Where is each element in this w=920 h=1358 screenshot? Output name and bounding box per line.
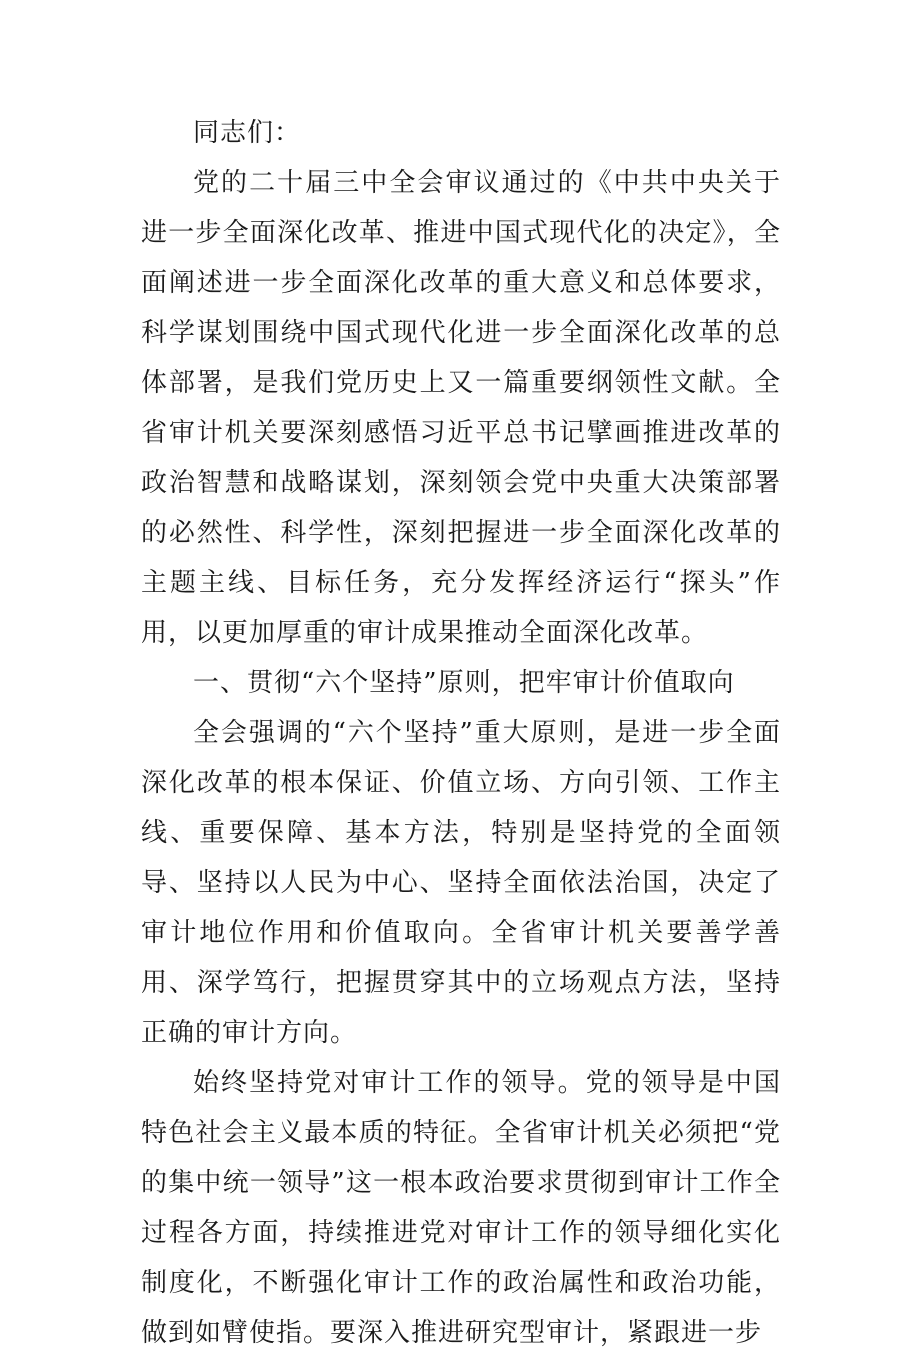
section-paragraph-1: 全会强调的“六个坚持”重大原则，是进一步全面深化改革的根本保证、价值立场、方向引领、工作主线、重要保障、基本方法，特别是坚持党的全面领导、坚持以人民为中心、坚持全面依法治国，决定了审计地位作用和价值取向。全省审计机关要善学善用、深学笃行，把握贯穿其中的立场观点方法，坚持正确的审计方向。 [141,718,781,1048]
intro-paragraph: 党的二十届三中全会审议通过的《中共中央关于进一步全面深化改革、推进中国式现代化的决定》，全面阐述进一步全面深化改革的重大意义和总体要求，科学谋划围绕中国式现代化进一步全面深化改革的总体部署，是我们党历史上又一篇重要纲领性文献。全省审计机关要深刻感悟习近平总书记擘画推进改革的政治智慧和战略谋划，深刻领会党中央重大决策部署的必然性、科学性，深刻把握进一步全面深化改革的主题主线、目标任务，充分发挥经济运行“探头”作用，以更加厚重的审计成果推动全面深化改革。 [141,168,781,648]
salutation: 同志们： [193,118,302,148]
document-body [141,108,781,1358]
section-paragraph-2: 始终坚持党对审计工作的领导。党的领导是中国特色社会主义最本质的特征。全省审计机关必须把“党的集中统一领导”这一根本政治要求贯彻到审计工作全过程各方面，持续推进党对审计工作的领导细化实化制度化，不断强化审计工作的政治属性和政治功能，做到如臂使指。要深入推进研究型审计，紧跟进一步 [141,1068,781,1348]
section-heading: 一、贯彻“六个坚持”原则，把牢审计价值取向 [193,668,735,698]
